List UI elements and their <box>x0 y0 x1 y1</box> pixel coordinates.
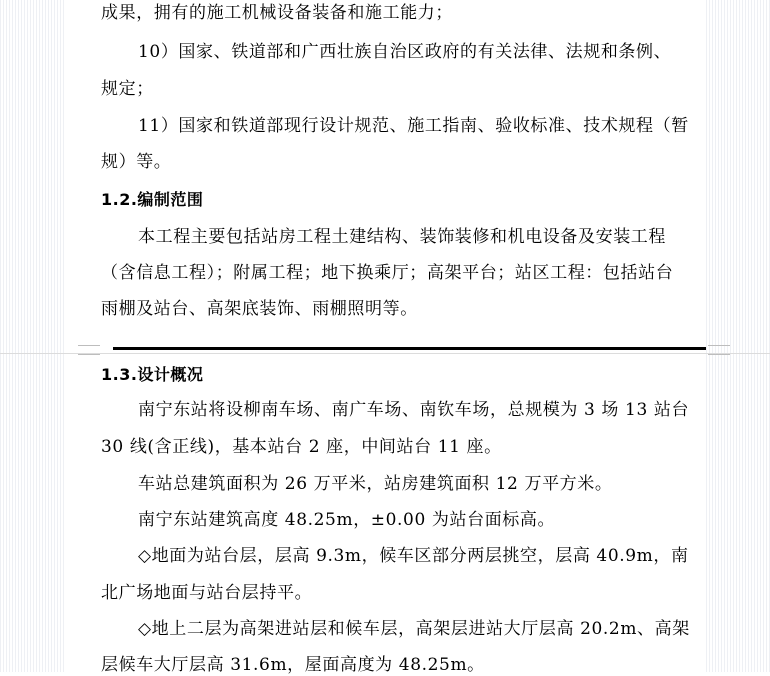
body-text-line: 10）国家、铁道部和广西壮族自治区政府的有关法律、法规和条例、 <box>138 42 672 62</box>
body-text-line: 规定； <box>101 79 154 99</box>
body-text-line: 南宁东站将设柳南车场、南广车场、南钦车场，总规模为 3 场 13 站台 <box>138 400 690 420</box>
section-heading: 1.3.设计概况 <box>101 365 204 384</box>
page-header-rule <box>113 347 706 350</box>
page-separator-line <box>0 353 770 354</box>
body-text-line: 成果，拥有的施工机械设备装备和施工能力； <box>101 3 453 23</box>
body-text-line: （含信息工程）；附属工程；地下换乘厅；高架平台；站区工程：包括站台 <box>101 263 674 283</box>
page-margin-left <box>0 0 64 672</box>
body-text-line: 北广场地面与站台层持平。 <box>101 583 313 603</box>
margin-corner-mark <box>78 345 100 355</box>
body-text-line: 11）国家和铁道部现行设计规范、施工指南、验收标准、技术规程（暂 <box>138 116 689 136</box>
margin-corner-mark <box>708 345 730 355</box>
section-heading: 1.2.编制范围 <box>101 190 204 209</box>
body-text-line: 规）等。 <box>101 152 172 172</box>
body-text-line: 南宁东站建筑高度 48.25m，±0.00 为站台面标高。 <box>138 510 556 530</box>
body-text-line: ◇地面为站台层，层高 9.3m，候车区部分两层挑空，层高 40.9m，南 <box>138 546 689 566</box>
body-text-line: 车站总建筑面积为 26 万平米，站房建筑面积 12 万平方米。 <box>138 474 613 494</box>
page-margin-right <box>706 0 770 672</box>
body-text-line: 30 线(含正线)，基本站台 2 座，中间站台 11 座。 <box>101 437 502 457</box>
body-text-line: 雨棚及站台、高架底装饰、雨棚照明等。 <box>101 299 418 319</box>
body-text-line: ◇地上二层为高架进站层和候车层，高架层进站大厅层高 20.2m、高架 <box>138 619 690 639</box>
body-text-line: 层候车大厅层高 31.6m，屋面高度为 48.25m。 <box>101 655 485 675</box>
body-text-line: 本工程主要包括站房工程土建结构、装饰装修和机电设备及安装工程 <box>138 227 666 247</box>
